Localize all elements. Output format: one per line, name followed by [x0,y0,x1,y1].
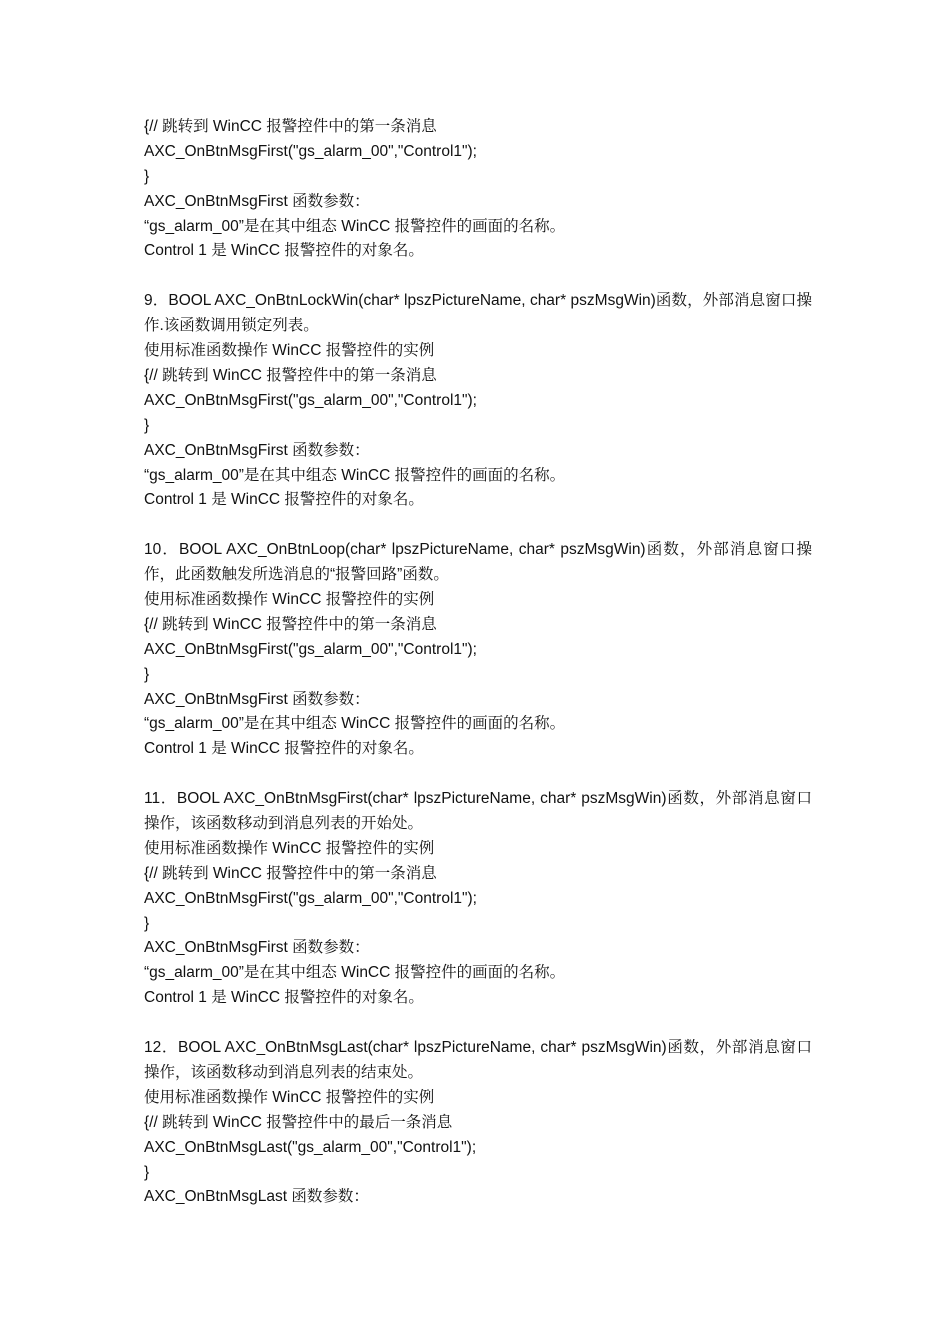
params-label-line: AXC_OnBtnMsgFirst 函数参数： [144,939,370,957]
param-picture-line: “gs_alarm_00”是在其中组态 WinCC 报警控件的画面的名称。 [144,217,566,235]
example-title-line: 使用标准函数操作 WinCC 报警控件的实例 [144,590,435,608]
params-label-line: AXC_OnBtnMsgLast 函数参数： [144,1188,369,1206]
code-brace-line: } [144,1163,150,1181]
section-11 [144,787,812,1011]
section-9 [144,289,812,513]
section-heading: 10．BOOL AXC_OnBtnLoop(char* lpszPictureName, char* pszMsgWin)函数，外部消息窗口操作，此函数触发所选消息的“报警回路”函数。 [144,541,812,584]
param-picture-line: “gs_alarm_00”是在其中组态 WinCC 报警控件的画面的名称。 [144,964,566,982]
section-heading: 9．BOOL AXC_OnBtnLockWin(char* lpszPictureName, char* pszMsgWin)函数，外部消息窗口操作.该函数调用锁定列表。 [144,292,812,335]
document-body [144,115,812,1210]
code-call-line: AXC_OnBtnMsgFirst("gs_alarm_00","Control1"); [144,391,477,409]
code-call-line: AXC_OnBtnMsgFirst("gs_alarm_00","Control1"); [144,640,477,658]
code-comment-line: {// 跳转到 WinCC 报警控件中的第一条消息 [144,366,437,384]
param-picture-line: “gs_alarm_00”是在其中组态 WinCC 报警控件的画面的名称。 [144,466,566,484]
code-brace-line: } [144,167,150,185]
example-title-line: 使用标准函数操作 WinCC 报警控件的实例 [144,839,435,857]
code-comment-line: {// 跳转到 WinCC 报警控件中的第一条消息 [144,118,437,135]
code-comment-line: {// 跳转到 WinCC 报警控件中的第一条消息 [144,615,437,633]
spacer [144,762,812,787]
example-title-line: 使用标准函数操作 WinCC 报警控件的实例 [144,1088,435,1106]
params-label-line: AXC_OnBtnMsgFirst 函数参数： [144,690,370,708]
section-10 [144,538,812,762]
section-heading: 12．BOOL AXC_OnBtnMsgLast(char* lpszPictureName, char* pszMsgWin)函数，外部消息窗口操作，该函数移动到消息列表的结束处。 [144,1039,812,1081]
code-brace-line: } [144,416,150,434]
code-brace-line: } [144,914,150,932]
params-label-line: AXC_OnBtnMsgFirst 函数参数： [144,441,370,459]
params-label-line: AXC_OnBtnMsgFirst 函数参数： [144,192,370,210]
code-comment-line: {// 跳转到 WinCC 报警控件中的第一条消息 [144,864,437,882]
section-heading: 11．BOOL AXC_OnBtnMsgFirst(char* lpszPictureName, char* pszMsgWin)函数，外部消息窗口操作，该函数移动到消息列表的开始处。 [144,790,813,833]
intro-block [144,115,812,264]
spacer [144,513,812,538]
code-call-line: AXC_OnBtnMsgFirst("gs_alarm_00","Control1"); [144,889,477,907]
param-object-line: Control 1 是 WinCC 报警控件的对象名。 [144,491,424,509]
param-object-line: Control 1 是 WinCC 报警控件的对象名。 [144,740,424,758]
section-12 [144,1036,812,1210]
param-object-line: Control 1 是 WinCC 报警控件的对象名。 [144,242,424,260]
example-title-line: 使用标准函数操作 WinCC 报警控件的实例 [144,342,435,360]
spacer [144,1011,812,1036]
param-object-line: Control 1 是 WinCC 报警控件的对象名。 [144,989,424,1007]
code-call-line: AXC_OnBtnMsgLast("gs_alarm_00","Control1"); [144,1138,477,1156]
code-call-line: AXC_OnBtnMsgFirst("gs_alarm_00","Control1"); [144,142,477,160]
code-comment-line: {// 跳转到 WinCC 报警控件中的最后一条消息 [144,1113,453,1131]
code-brace-line: } [144,665,150,683]
param-picture-line: “gs_alarm_00”是在其中组态 WinCC 报警控件的画面的名称。 [144,715,566,733]
spacer [144,264,812,289]
